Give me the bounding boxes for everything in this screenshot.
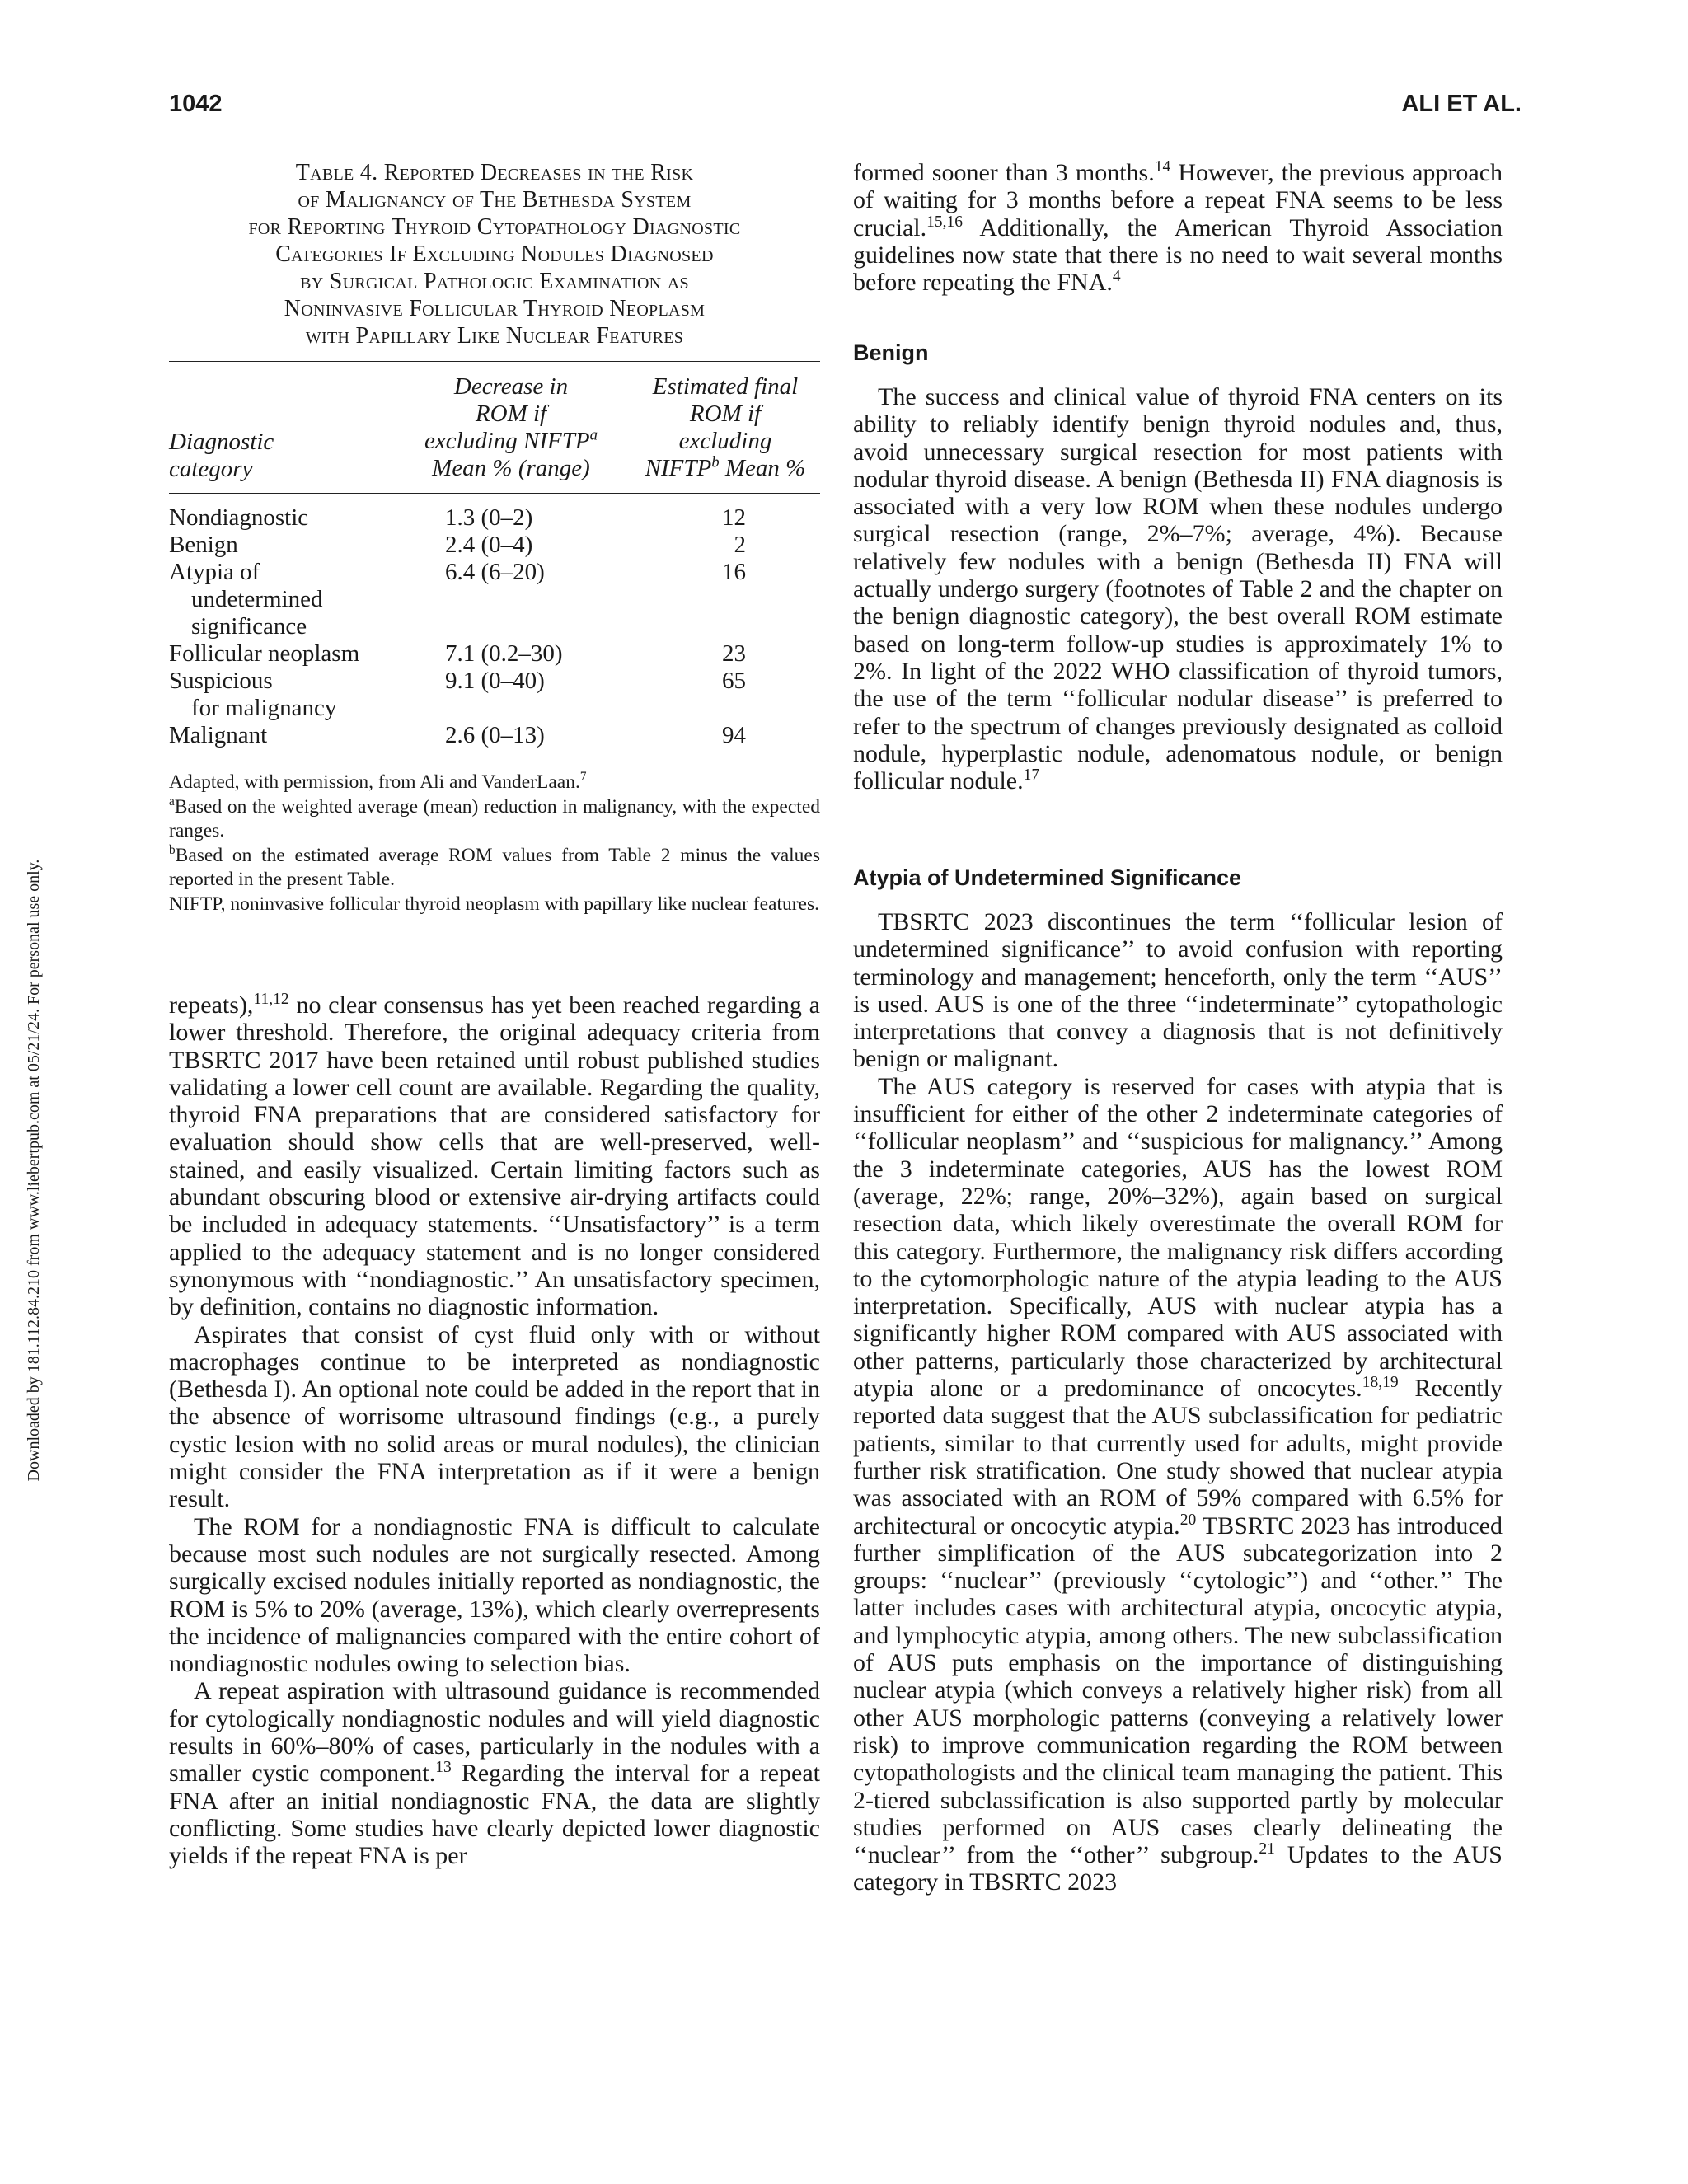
caption-line: Table 4. Reported Decreases in the Risk [295,160,694,185]
body-text: no clear consensus has yet been reached regarding a lower threshold. Therefore, the original adequacy criteria from TBSRTC 2017 have been retained until robust published studies validating a lower cell count are available. Regarding the quality, thyroid FNA preparations that are considered satisfactory for evaluation should show cells that are well-preserved, well-stained, and easily visualized. Certain limiting factors such as abundant obscuring blood or extensive air-drying artifacts could be included in adequacy statements. ‘‘Unsatisfactory’’ is a term applied to the adequacy statement and is no longer considered synonymous with ‘‘nondiagnostic.’’ An unsatisfactory specimen, by definition, contains no diagnostic information. [169,991,820,1321]
aus-section-text [853,908,1503,1896]
footnote-adapted: Adapted, with permission, from Ali and VanderLaan. [169,771,580,793]
download-notice-text: Downloaded by 181.112.84.210 from www.liebertpub.com at 05/21/24. For personal use only. [25,859,43,1482]
body-text: Updates to the AUS category in TBSRTC 2023 [853,1841,1503,1896]
caption-line: by Surgical Pathologic Examination as [300,269,689,294]
download-notice [25,859,44,1482]
section-heading-benign: Benign [853,340,929,365]
header-line: Estimated final [652,373,799,400]
cell-category-cont: significance [191,613,307,640]
body-text: The success and clinical value of thyroid FNA centers on its ability to reliably identify benign thyroid nodules and, thus, avoid unnecessary surgical resection for most patients with nodular thyroid disease. A benign (Bethesda II) FNA diagnosis is associated with a very low ROM when these nodules undergo surgical resection (range, 2%–7%; average, 4%). Because relatively few nodules with a benign (Bethesda II) FNA will actually undergo surgery (footnotes of Table 2 and the chapter on the benign diagnostic category), the best overall ROM estimate based on long-term follow-up studies is approximately 1% to 2%. In light of the 2022 WHO classification of thyroid tumors, the use of the term ‘‘follicular nodular disease’’ is preferred to refer to the spectrum of changes previously designated as colloid nodule, hyperplastic nodule, adenomatous nodule, or benign follicular nodule. [853,383,1503,795]
citation: 4 [1112,268,1121,286]
citation: 18,19 [1362,1374,1399,1392]
footnote-mark: b [169,843,176,858]
citation: 14 [1154,158,1171,176]
page-number: 1042 [169,91,223,117]
citation: 21 [1259,1840,1275,1858]
body-text: Additionally, the American Thyroid Association guidelines now state that there is no need to wait several months before repeating the FNA. [853,213,1503,297]
header-line: ROM if [475,401,547,427]
table-header-rule [169,493,820,494]
header-line: excluding [678,428,772,454]
cell-decrease: 1.3 (0–2) [445,504,533,531]
body-paragraph: Aspirates that consist of cyst fluid only with or without macrophages continue to be interpreted as nondiagnostic (Bethesda I). An optional note could be added in the report that in the absence of worrisome ultrasound findings (e.g., a purely cystic lesion with no solid areas or mural nodules), the clinician might consider the FNA interpretation as if it were a benign result. [169,1320,820,1513]
body-paragraph: The ROM for a nondiagnostic FNA is difficult to calculate because most such nodules are not surgically resected. Among surgically excised nodules initially reported as nondiagnostic, the ROM is 5% to 20% (average, 13%), which clearly overrepresents the incidence of malignancies compared with the entire cohort of nondiagnostic nodules owing to selection bias. [169,1512,820,1678]
citation: 15,16 [926,213,963,231]
header-line: Diagnostic [169,429,274,455]
footnote-niftp: NIFTP, noninvasive follicular thyroid neoplasm with papillary like nuclear features. [169,893,820,915]
caption-line: Categories If Excluding Nodules Diagnosed [275,241,714,267]
cell-decrease: 9.1 (0–40) [445,668,545,694]
body-text: TBSRTC 2023 has introduced further simplification of the AUS subcategorization into 2 groups: ‘‘nuclear’’ (previously ‘‘cytologic’’) and ‘‘other.’’ The latter includes cases with architectural atypia, oncocytic atypia, and lymphocytic atypia, among others. The new subclassification of AUS puts emphasis on the importance of distinguishing nuclear atypia (which conveys a relatively higher risk) from all other AUS morphologic patterns (conveying a relatively lower risk) to improve communication regarding the ROM between cytopathologists and the clinical team managing the patient. This 2-tiered subclassification is also supported partly by molecular studies performed on AUS cases clearly delineating the ‘‘nuclear’’ from the ‘‘other’’ subgroup. [853,1511,1503,1869]
table-top-rule [169,361,820,362]
header-line: excluding NIFTP [424,428,590,454]
cell-final: 65 [722,668,746,694]
benign-section-text [853,383,1503,794]
caption-line: of Malignancy of The Bethesda System [298,187,692,213]
col-header-category [169,429,274,483]
cell-category-cont: for malignancy [191,695,337,721]
header-line: ROM if [689,401,762,427]
body-text: formed sooner than 3 months. [853,159,1155,186]
body-text: The AUS category is reserved for cases with atypia that is insufficient for either of the other 2 indeterminate categories of ‘‘follicular neoplasm’’ and ‘‘suspicious for malignancy.’’ Among the 3 indeterminate categories, AUS has the lowest ROM (average, 22%; range, 20%–32%), again based on surgical resection data, which likely overestimate the overall ROM for this category. Furthermore, the malignancy risk differs according to the cytomorphologic nature of the atypia leading to the AUS interpretation. Specifically, AUS with nuclear atypia has a significantly higher ROM compared with AUS associated with other patterns, particularly those characterized by architectural atypia alone or a predominance of oncocytes. [853,1072,1503,1403]
body-paragraph: TBSRTC 2023 discontinues the term ‘‘follicular lesion of undetermined significance’’ to avoid confusion with reporting terminology and management; henceforth, only the term ‘‘AUS’’ is used. AUS is one of the three ‘‘indeterminate’’ cytopathologic interpretations that convey a diagnosis that is not definitively benign or malignant. [853,908,1503,1073]
table-footnotes [169,771,820,917]
cell-decrease: 6.4 (6–20) [445,559,545,585]
col-header-decrease [404,373,618,482]
cell-final: 94 [722,722,746,748]
header-line: Mean % (range) [432,455,590,481]
footnote-mark: a [169,794,175,809]
cell-decrease: 7.1 (0.2–30) [445,640,563,667]
citation: 7 [579,770,587,785]
caption-line: Noninvasive Follicular Thyroid Neoplasm [284,296,706,321]
header-line: Decrease in [453,373,569,400]
cell-category: Follicular neoplasm [169,640,360,667]
cell-final: 2 [734,532,746,558]
header-line: NIFTP [645,455,712,481]
citation: 20 [1179,1511,1197,1529]
footnote-a: Based on the weighted average (mean) reduction in malignancy, with the expected ranges. [169,796,820,841]
cell-category: Nondiagnostic [169,504,309,531]
cell-decrease: 2.4 (0–4) [445,532,533,558]
cell-category: Suspicious [169,668,273,694]
right-column-top-text [853,159,1503,296]
cell-category: Atypia of [169,559,260,585]
body-text: Recently reported data suggest that the AUS subclassification for pediatric patients, similar to that currently used for adults, might provide further risk stratification. One study showed that nuclear atypia was associated with an ROM of 59% compared with 6.5% for architectural or oncocytic atypia. [853,1375,1503,1540]
cell-final: 16 [722,559,746,585]
running-head: ALI ET AL. [1401,91,1522,117]
citation: 13 [435,1759,452,1777]
cell-category: Malignant [169,722,268,748]
caption-line: with Papillary Like Nuclear Features [305,323,684,349]
citation: 11,12 [253,991,289,1008]
cell-decrease: 2.6 (0–13) [445,722,545,748]
footnote-b: Based on the estimated average ROM values from Table 2 minus the values reported in the present Table. [169,845,820,890]
body-text: A repeat aspiration with ultrasound guidance is recommended for cytologically nondiagnostic nodules and will yield diagnostic results in 60%–80% of cases, particularly in the nodules with a smaller cystic component. [169,1677,820,1788]
footnote-mark: a [589,426,598,444]
left-column-text [169,991,820,1870]
cell-final: 12 [722,504,746,531]
col-header-final [626,373,824,482]
citation: 17 [1023,766,1040,785]
section-heading-aus: Atypia of Undetermined Significance [853,865,1242,890]
footnote-mark: b [711,453,720,471]
cell-category-cont: undetermined [191,586,323,612]
cell-final: 23 [722,640,746,667]
header-line: Mean % [719,455,806,481]
table-caption [169,159,820,349]
body-text: Regarding the interval for a repeat FNA after an initial nondiagnostic FNA, the data are slightly conflicting. Some studies have clearly depicted lower diagnostic yields if the repeat FNA is per [169,1760,821,1870]
body-text: However, the previous approach of waiting for 3 months before a repeat FNA seems to be less crucial. [853,159,1503,241]
body-text: repeats), [169,991,254,1019]
caption-line: for Reporting Thyroid Cytopathology Diagnostic [248,214,741,240]
header-line: category [169,456,253,482]
cell-category: Benign [169,532,238,558]
